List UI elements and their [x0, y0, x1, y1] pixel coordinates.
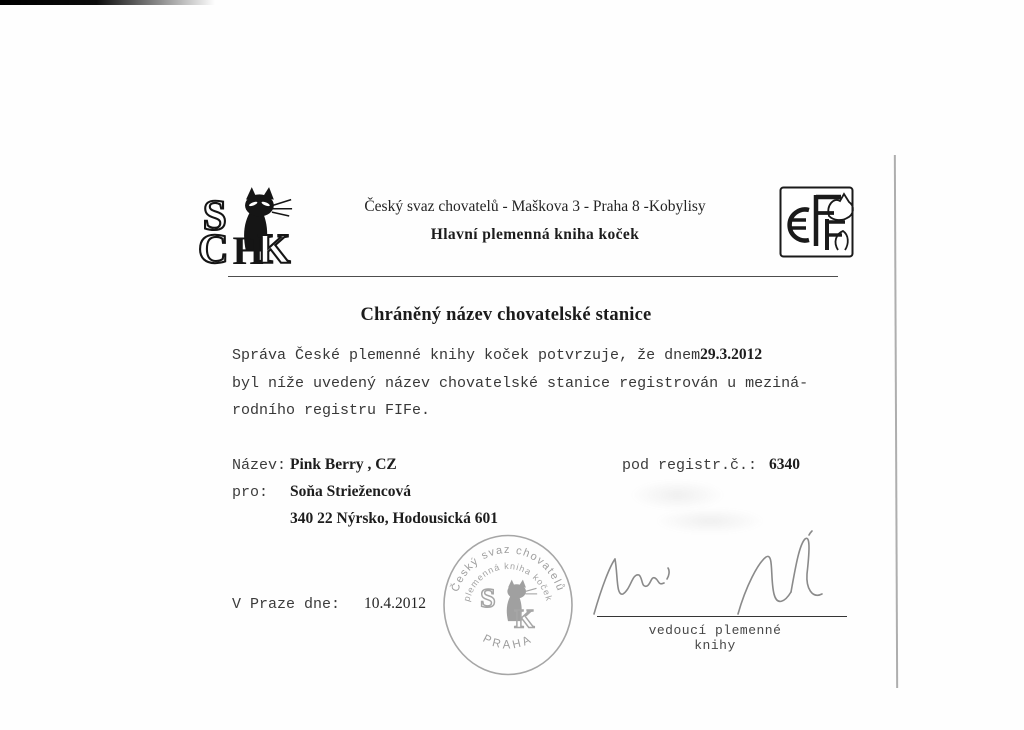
- org-address-line: Český svaz chovatelů - Maškova 3 - Praha 8 -Kobylisy: [364, 198, 706, 215]
- header-divider: [228, 276, 838, 277]
- fife-logo: [779, 186, 855, 259]
- handwritten-signature: [588, 526, 853, 621]
- svg-text:S: S: [480, 582, 496, 614]
- signature-line: [597, 616, 847, 617]
- for-label: pro:: [232, 484, 269, 501]
- cattery-name-value: Pink Berry , CZ: [290, 456, 397, 473]
- name-label: Název:: [232, 457, 287, 474]
- body-line-3: rodního registru FIFe.: [232, 402, 431, 419]
- svg-text:S: S: [202, 192, 227, 240]
- department-line: Hlavní plemenná kniha koček: [430, 226, 640, 243]
- body-line-2: byl níže uvedený název chovatelské stanice registrován u meziná-: [232, 374, 809, 392]
- registration-number-label: pod registr.č.:: [622, 457, 758, 474]
- stamp-bottom-text: PRAHA: [480, 632, 536, 652]
- svg-text:PRAHA: [481, 633, 536, 652]
- svg-text:H: H: [232, 227, 264, 268]
- organization-stamp: [440, 531, 576, 677]
- body-line-1-text: Správa České plemenné knihy koček potvrzuje, že dnem: [232, 347, 701, 364]
- signature-caption: vedoucí plemenné knihy: [648, 623, 782, 653]
- place-date-label: V Praze dne:: [232, 596, 341, 613]
- registration-number-value: 6340: [769, 456, 800, 473]
- owner-address-value: 340 22 Nýrsko, Hodousická 601: [290, 510, 498, 527]
- scan-smudge: [630, 480, 725, 510]
- stamp-cat-emblem: [480, 580, 537, 634]
- stamp-outer-text: Český svaz chovatelů: [449, 543, 567, 594]
- page-title: Chráněný název chovatelské stanice: [360, 305, 652, 325]
- svg-text:C: C: [198, 226, 229, 268]
- body-paragraph: [232, 341, 872, 425]
- owner-name-value: Soňa Striežencová: [290, 483, 411, 500]
- stamp-inner-text: plemenná kniha koček: [461, 560, 555, 603]
- svg-text:K: K: [514, 604, 535, 634]
- scan-artifact-top-bar: [0, 0, 215, 5]
- registration-date: 29.3.2012: [700, 346, 763, 363]
- issue-date-value: 10.4.2012: [364, 595, 426, 612]
- scan-artifact-page-edge: [894, 155, 898, 688]
- svg-text:K: K: [257, 226, 291, 268]
- body-line-1: [232, 341, 872, 370]
